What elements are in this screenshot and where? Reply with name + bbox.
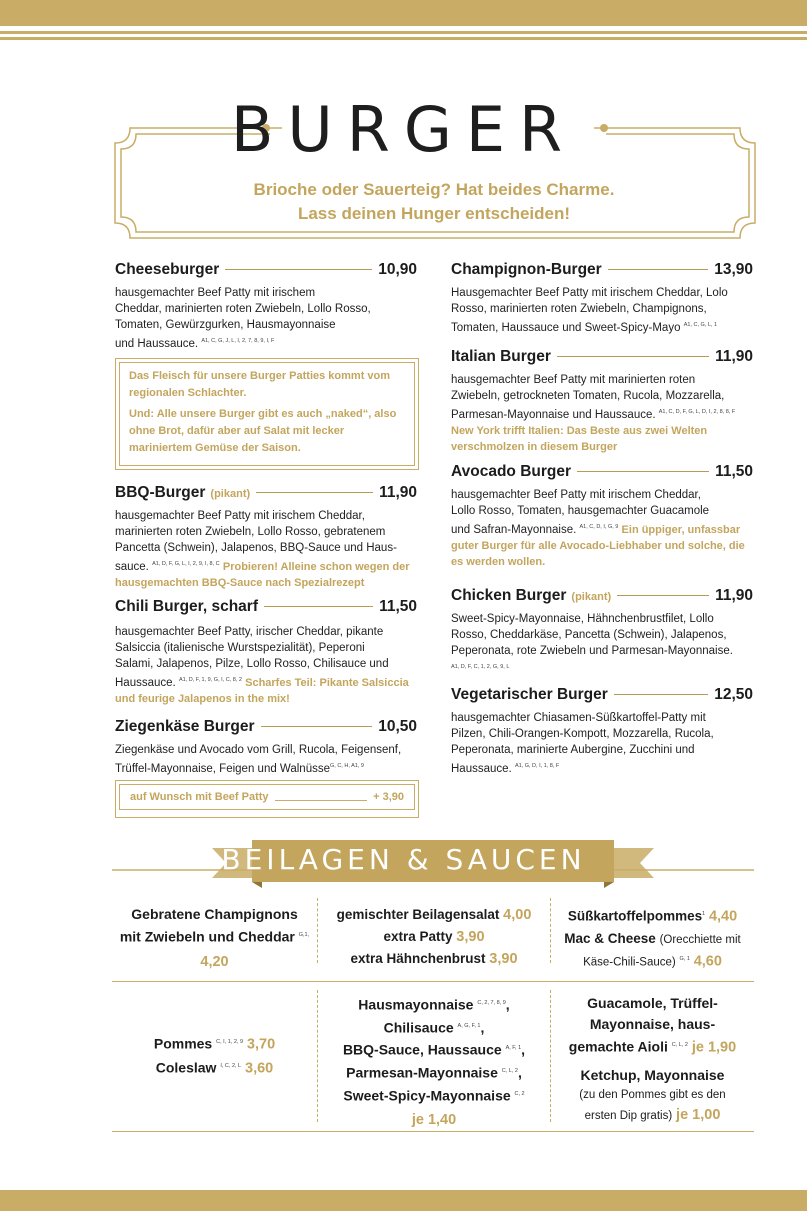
section-title: BEILAGEN & SAUCEN — [221, 843, 586, 876]
leader-line — [608, 269, 709, 270]
allergens: C, 2 — [514, 1090, 525, 1097]
addon-box — [115, 780, 419, 818]
allergens: I, C, 2, L — [220, 1062, 242, 1069]
item-description — [451, 372, 753, 423]
leader-line — [557, 356, 709, 357]
allergens: A1, C, D, F, G, L, D, I, 2, 8, 8, F — [658, 409, 736, 415]
desc-text: Hausgemachter Beef Patty mit irischem Cheddar, Lolo Rosso, marinierten roten Zwiebeln, Champignons, Tomaten, Haussauce und Sweet-Spicy-Mayo — [451, 287, 728, 334]
desc-text: hausgemachter Chiasamen-Süßkartoffel-Patty mit Pilzen, Chili-Orangen-Kompott, Mozzarella, Rucola, Peperonata, marinierte Aubergine, Zucchini und Haussauce. — [451, 712, 714, 775]
item-name: Italian Burger — [451, 348, 551, 365]
side-pommes — [112, 1032, 317, 1056]
item-name: Champignon-Burger — [451, 261, 602, 278]
dip-name: gemachte Aioli — [568, 1038, 668, 1055]
item-name: Ziegenkäse Burger — [115, 718, 255, 735]
allergens: A, G, F, 1 — [457, 1022, 481, 1029]
side-name: Gebratene Champignons — [131, 906, 298, 922]
item-price: 12,50 — [714, 686, 753, 703]
dip-line — [551, 1035, 754, 1059]
item-name: Cheeseburger — [115, 261, 220, 278]
side-extras — [318, 904, 550, 970]
allergens: 1 — [702, 911, 706, 917]
desc-text: hausgemachter Beef Patty mit marinierten roten Zwiebeln, getrockneten Tomaten, Rucola, Mozzarella, Parmesan-Mayonnaise und Haussauce. — [451, 374, 725, 421]
allergens: A1, C, G, J, L, I, 2, 7, 8, 9, I, F — [201, 338, 275, 344]
menu-item-italian-burger — [451, 348, 753, 455]
item-price: 11,90 — [379, 484, 417, 501]
dip-line — [551, 1104, 754, 1126]
side-name: Pommes — [153, 1035, 213, 1052]
side-sweet-potato — [551, 904, 754, 928]
allergens: A1, G, D, I, 1, 8, F — [514, 763, 560, 769]
allergens: A1, C, D, I, G, 9 — [579, 524, 619, 530]
side-mac-cheese-2 — [551, 949, 754, 973]
dip-price: je 1,00 — [676, 1106, 721, 1123]
leader-line — [261, 726, 373, 727]
info-box — [115, 358, 419, 470]
dip-line: Ketchup, Mayonnaise — [580, 1066, 725, 1083]
allergens: C, L, 2 — [671, 1042, 688, 1048]
side-detail: (Orecchiette mit — [659, 933, 741, 946]
side-price: 3,90 — [456, 929, 485, 945]
side-price: 4,20 — [200, 953, 229, 970]
side-extra-patty — [318, 926, 550, 948]
leader-line — [225, 269, 372, 270]
sauce-price: je 1,40 — [411, 1112, 457, 1129]
sauce-line: Parmesan-Mayonnaise $^{C, L, 2}$, — [346, 1064, 522, 1081]
leader-line — [264, 606, 373, 607]
side-name: Coleslaw — [155, 1059, 217, 1076]
side-sweet-potato-mac — [551, 904, 754, 972]
allergens: C, L, 2 — [501, 1067, 518, 1074]
menu-item-avocado-burger — [451, 463, 753, 570]
subtitle-line-2: Lass deinen Hunger entscheiden! — [297, 204, 571, 223]
menu-item-cheeseburger — [115, 261, 417, 352]
dip-detail: (zu den Pommes gibt es den — [579, 1088, 726, 1101]
side-name: gemischter Beilagensalat — [336, 907, 500, 922]
item-name: Avocado Burger — [451, 463, 572, 480]
item-price: 10,50 — [378, 718, 417, 735]
dips-list — [551, 993, 754, 1126]
side-salad — [318, 904, 550, 926]
dip-line: Guacamole, Trüffel- — [587, 995, 718, 1011]
side-price: 4,60 — [693, 953, 722, 969]
allergens: C, 2, 7, 8, 9 — [477, 1000, 506, 1006]
leader-line — [617, 595, 709, 596]
side-price: 4,40 — [708, 908, 738, 925]
side-name: Mac & Cheese — [564, 930, 656, 946]
desc-text: hausgemachter Beef Patty mit irischem Cheddar, marinierten roten Zwiebeln, Lollo Rosso, gebratenem Pancetta (Schwein), Jalapenos, BBQ-Sauce und Haus- sauce. — [115, 510, 397, 573]
sauce-line: Chilisauce $^{A, G, F, 1}$, — [383, 1019, 485, 1036]
side-price: 3,90 — [489, 951, 518, 967]
allergens: G, 1 — [679, 955, 690, 962]
info-line-2: Und: Alle unsere Burger gibt es auch „naked“, also ohne Brot, dafür aber auf Salat mit lecker mariniertem Gemüse der Saison. — [129, 408, 397, 454]
item-note: Probieren! Alleine schon wegen der hausgemachten BBQ-Sauce nach Spezialrezept — [115, 560, 410, 589]
addon-label: auf Wunsch mit Beef Patty — [130, 791, 269, 803]
item-description — [451, 285, 753, 336]
sauces-list — [318, 993, 550, 1131]
sauce-name: Chilisauce — [383, 1019, 454, 1036]
row-divider — [112, 981, 754, 982]
menu-item-bbq-burger — [115, 484, 417, 591]
side-extra-chicken — [318, 948, 550, 970]
allergens: G,1, — [298, 932, 310, 938]
side-pommes-coleslaw — [112, 1032, 317, 1079]
desc-text: hausgemachter Beef Patty, irischer Cheddar, pikante Salsiccia (italienische Wurstspezialität), Peperoni Salami, Jalapenos, Pilze, Lollo Rosso, Chilisauce und Haussauce. — [115, 626, 389, 689]
side-coleslaw — [112, 1056, 317, 1080]
allergens: A1, D, F, 1, 9, G, I, C, 8, 2 — [178, 677, 242, 683]
item-price: 11,50 — [715, 463, 753, 480]
leader-line — [256, 492, 373, 493]
item-tag: (pikant) — [571, 591, 612, 603]
item-price: 10,90 — [378, 261, 417, 278]
sauce-name: BBQ-Sauce, Haussauce — [342, 1041, 502, 1058]
item-note: Scharfes Teil: Pikante Salsiccia und feurige Jalapenos in the mix! — [115, 676, 409, 705]
bottom-band — [0, 1190, 807, 1211]
allergens: G, C, H, A1, 9 — [330, 763, 364, 769]
item-description — [115, 508, 417, 591]
item-note: New York trifft Italien: Das Beste aus zwei Welten verschmolzen in diesem Burger — [451, 424, 708, 453]
allergens: A1, D, F, C, 1, 2, G, 9, L — [451, 664, 510, 670]
item-name: Chicken Burger — [451, 587, 567, 604]
item-price: 11,50 — [379, 598, 417, 615]
item-name: BBQ-Burger — [115, 484, 206, 501]
menu-item-ziegenkaese-burger — [115, 718, 417, 777]
sauce-line: BBQ-Sauce, Haussauce $^{A, F, 1}$, — [342, 1041, 526, 1058]
side-name-2 — [112, 925, 317, 948]
side-price: 3,60 — [245, 1060, 274, 1077]
sauce-name: Parmesan-Mayonnaise — [346, 1064, 498, 1081]
item-note: Ein üppiger, unfassbar guter Burger für alle Avocado-Liebhaber und solche, die es werden wollen. — [451, 523, 745, 568]
desc-text: Sweet-Spicy-Mayonnaise, Hähnchenbrustfilet, Lollo Rosso, Cheddarkäse, Pancetta (Schwein), Jalapenos, Peperonata, rote Zwiebeln und Parmesan-Mayonnaise. — [451, 613, 733, 657]
side-price: 4,00 — [503, 907, 532, 923]
item-description — [115, 285, 417, 352]
allergens: C, I, 1, 2, 9 — [216, 1039, 244, 1045]
info-line-1: Das Fleisch für unsere Burger Patties kommt vom regionalen Schlachter. — [129, 370, 391, 399]
sauce-line — [318, 1084, 550, 1107]
sauce-name: Hausmayonnaise — [358, 996, 474, 1013]
item-description — [115, 624, 417, 707]
page-title: BURGER — [230, 93, 577, 166]
item-description — [451, 487, 753, 570]
item-price: 11,90 — [715, 348, 753, 365]
side-name: extra Patty — [383, 929, 453, 944]
allergens: A1, D, F, G, L, I, 2, 9, I, 8, C — [152, 561, 220, 567]
side-price: 3,70 — [246, 1036, 276, 1053]
side-mac-cheese — [551, 928, 754, 949]
subtitle-line-1: Brioche oder Sauerteig? Hat beides Charme. — [253, 180, 615, 199]
allergens: A1, C, G, L, 1 — [683, 322, 718, 328]
item-price: 11,90 — [715, 587, 753, 604]
leader-line — [614, 694, 708, 695]
leader-line — [577, 471, 709, 472]
sauce-line: Hausmayonnaise $^{C, 2, 7, 8, 9}$, — [358, 996, 510, 1013]
menu-item-champignon-burger — [451, 261, 753, 336]
item-tag: (pikant) — [210, 488, 251, 500]
menu-item-chicken-burger — [451, 587, 753, 678]
dip-line: Mayonnaise, haus- — [589, 1016, 716, 1032]
side-champignons — [112, 904, 317, 973]
side-name: Süßkartoffelpommes — [567, 908, 703, 924]
side-name-text: mit Zwiebeln und Cheddar — [119, 928, 295, 945]
subtitle — [0, 178, 807, 226]
item-description — [451, 611, 753, 678]
menu-item-vegetarischer-burger — [451, 686, 753, 777]
menu-item-chili-burger — [115, 598, 417, 707]
allergens: A, F, 1 — [505, 1045, 522, 1052]
dip-price: je 1,90 — [691, 1039, 737, 1056]
leader-line — [275, 800, 368, 801]
desc-text: Ziegenkäse und Avocado vom Grill, Rucola, Feigensenf, Trüffel-Mayonnaise, Feigen und Walnüsse — [115, 744, 402, 775]
item-name: Chili Burger, scharf — [115, 598, 258, 615]
addon-price: + 3,90 — [373, 791, 404, 803]
item-name: Vegetarischer Burger — [451, 686, 608, 703]
desc-text: hausgemachter Beef Patty mit irischem Cheddar, marinierten roten Zwiebeln, Lollo Rosso, Tomaten, Gewürzgurken, Hausmayonnaise und Haussauce. — [115, 287, 371, 350]
side-name: extra Hähnchenbrust — [350, 951, 486, 966]
item-price: 13,90 — [714, 261, 753, 278]
sauce-name: Sweet-Spicy-Mayonnaise — [343, 1087, 511, 1104]
item-description — [115, 742, 417, 777]
desc-text: hausgemachter Beef Patty mit irischem Cheddar, Lollo Rosso, Tomaten, hausgemachter Guacamole und Safran-Mayonnaise. — [451, 489, 710, 536]
item-description — [451, 710, 753, 777]
dip-detail: ersten Dip gratis) — [584, 1109, 673, 1122]
side-detail: Käse-Chili-Sauce) — [583, 956, 676, 968]
